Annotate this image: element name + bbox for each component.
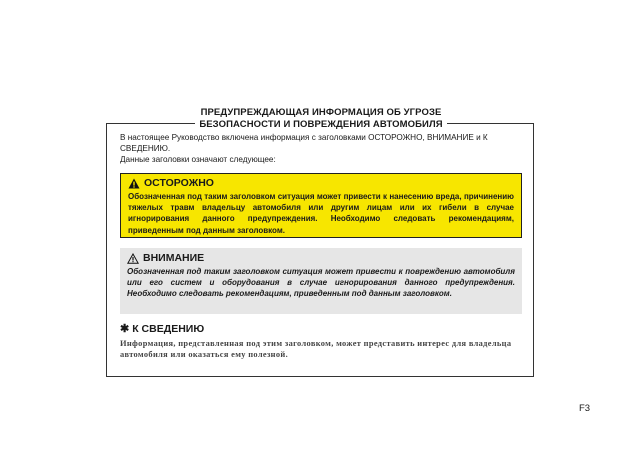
caution-heading [127, 252, 515, 265]
page-title-line-1: ПРЕДУПРЕЖДАЮЩАЯ ИНФОРМАЦИЯ ОБ УГРОЗЕ [200, 107, 442, 118]
intro-line-1: В настоящее Руководство включена информация с заголовками ОСТОРОЖНО, ВНИМАНИЕ и К СВЕДЕНИЮ. [120, 133, 488, 153]
frame-top-border-right [447, 123, 534, 124]
info-heading [120, 323, 204, 336]
intro-paragraph [120, 132, 524, 165]
warning-heading-label: ОСТОРОЖНО [144, 177, 214, 189]
info-text: Информация, представленная под этим заголовком, может представить интерес для владельца автомобиля или оказаться ему полезной. [120, 339, 512, 359]
caution-text: Обозначенная под таким заголовком ситуация может привести к повреждению автомобиля или его систем и оборудования в случае игнорирования данного предупреждения. Необходимо следовать рекомендациям, приведенным под данным заголовком. [127, 267, 515, 299]
caution-box [120, 248, 522, 314]
warning-box [120, 173, 522, 238]
asterisk-icon: ✱ [120, 323, 130, 335]
warning-triangle-icon [128, 178, 140, 189]
page-number: F3 [579, 403, 591, 414]
warning-text: Обозначенная под таким заголовком ситуация может привести к нанесению вреда, причинению тяжелых травм владельцу автомобиля или другим лицам или их гибели в случае игнорирования данного предупреждения. Необходимо следовать рекомендациям, приведенным под данным заголовком. [128, 192, 514, 235]
intro-line-2: Данные заголовки означают следующее: [120, 155, 276, 164]
info-heading-label: К СВЕДЕНИЮ [132, 323, 205, 335]
frame-top-border-left [106, 123, 195, 124]
page-title-line-2: БЕЗОПАСНОСТИ И ПОВРЕЖДЕНИЯ АВТОМОБИЛЯ [199, 119, 443, 130]
warning-heading [128, 177, 514, 190]
caution-triangle-icon [127, 253, 139, 264]
caution-heading-label: ВНИМАНИЕ [143, 252, 205, 264]
